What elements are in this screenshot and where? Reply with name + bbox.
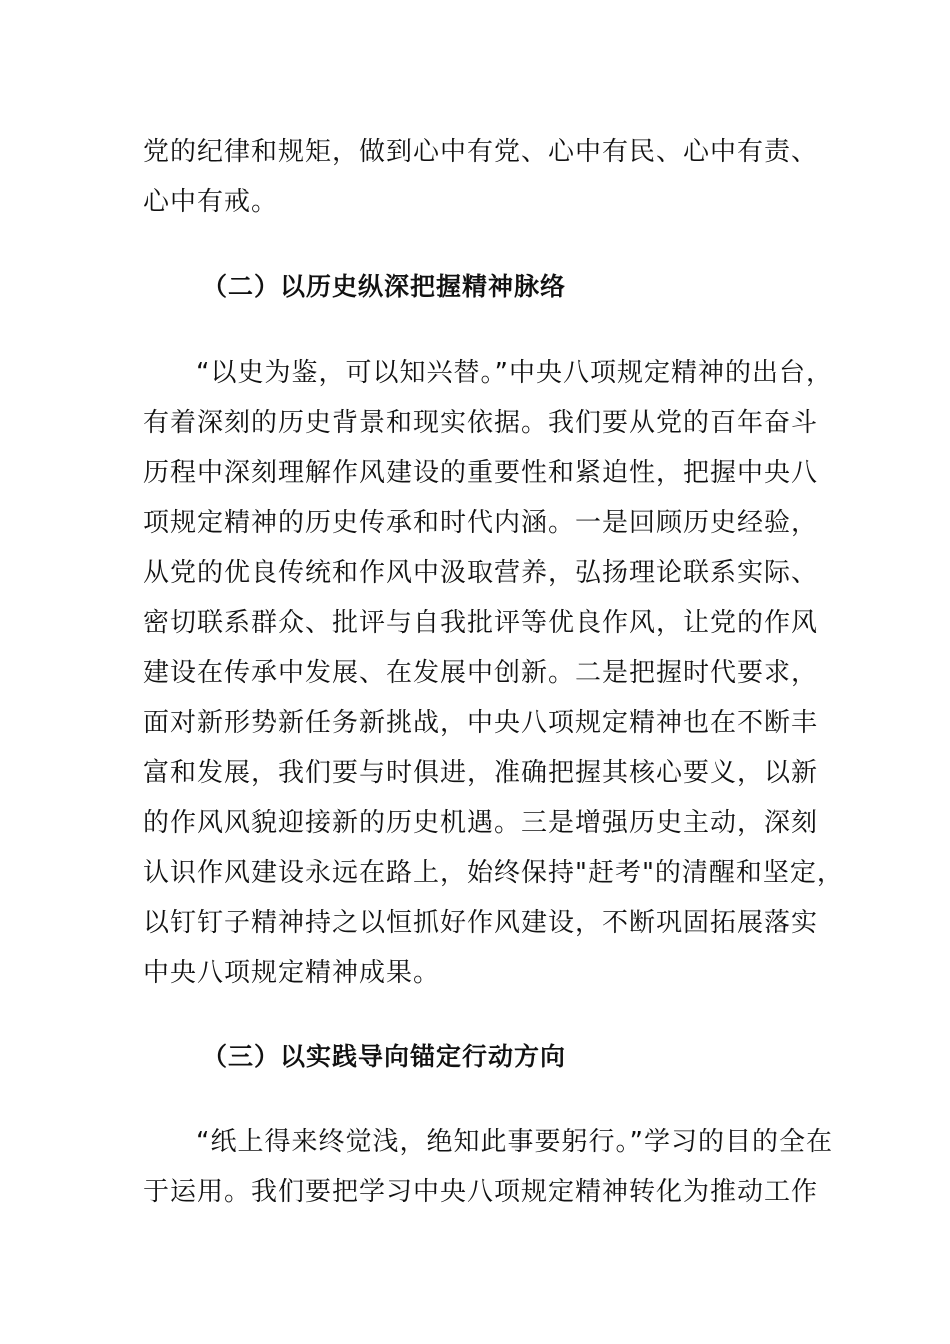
text-line: 面对新形势新任务新挑战，中央八项规定精神也在不断丰 xyxy=(143,708,819,738)
text-line: 以钉钉子精神持之以恒抓好作风建设，不断巩固拓展落实 xyxy=(143,908,819,938)
text-line: 认识作风建设永远在路上，始终保持"赶考"的清醒和坚定， xyxy=(143,858,844,888)
text-line: 有着深刻的历史背景和现实依据。我们要从党的百年奋斗 xyxy=(143,408,819,438)
text-line: 建设在传承中发展、在发展中创新。二是把握时代要求， xyxy=(143,658,819,688)
text-line: 心中有戒。 xyxy=(143,187,279,217)
text-line: 党的纪律和规矩，做到心中有党、心中有民、心中有责、 xyxy=(143,137,819,167)
text-line: “以史为鉴，可以知兴替。”中央八项规定精神的出台， xyxy=(196,358,833,388)
section-heading-3: （三）以实践导向锚定行动方向 xyxy=(202,1042,567,1071)
text-line: 富和发展，我们要与时俱进，准确把握其核心要义，以新 xyxy=(143,758,819,788)
text-line: 从党的优良传统和作风中汲取营养，弘扬理论联系实际、 xyxy=(143,558,819,588)
text-line: 项规定精神的历史传承和时代内涵。一是回顾历史经验， xyxy=(143,508,819,538)
text-line: 于运用。我们要把学习中央八项规定精神转化为推动工作 xyxy=(143,1177,819,1207)
text-line: 中央八项规定精神成果。 xyxy=(143,958,441,988)
text-line: 密切联系群众、批评与自我批评等优良作风，让党的作风 xyxy=(143,608,819,638)
text-line: “纸上得来终觉浅，绝知此事要躬行。”学习的目的全在 xyxy=(196,1127,833,1157)
section-heading-2: （二）以历史纵深把握精神脉络 xyxy=(202,272,567,301)
text-line: 历程中深刻理解作风建设的重要性和紧迫性，把握中央八 xyxy=(143,458,819,488)
text-line: 的作风风貌迎接新的历史机遇。三是增强历史主动，深刻 xyxy=(143,808,819,838)
